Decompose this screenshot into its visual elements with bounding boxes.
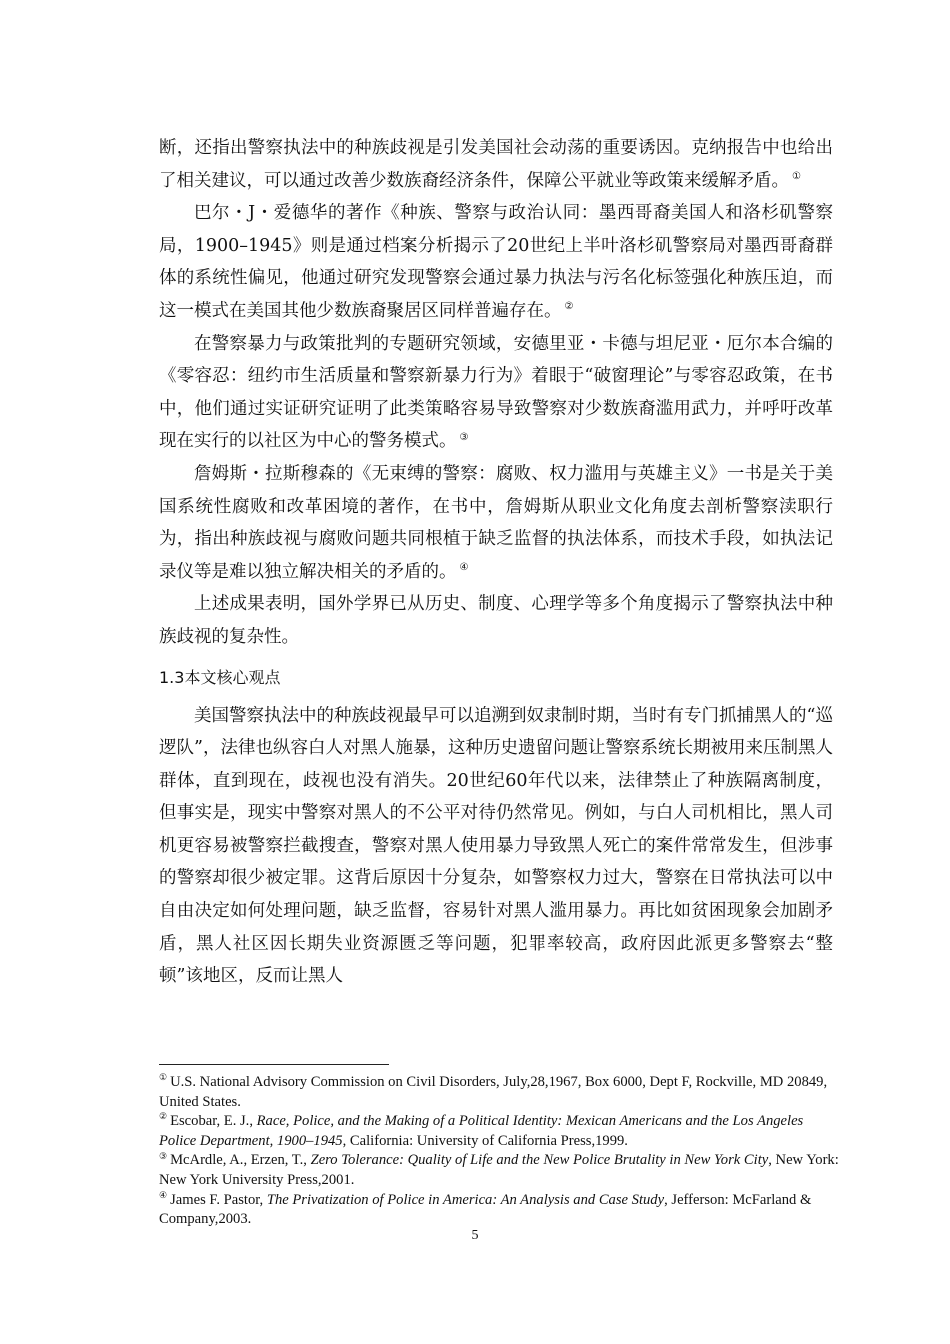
footnote-ref: ④ <box>459 561 469 573</box>
paragraph: 在警察暴力与政策批判的专题研究领域，安德里亚・卡德与坦尼亚・厄尔本合编的《零容忍：纽约市生活质量和警察新暴力行为》着眼于“破窗理论”与零容忍政策，在书中，他们通过实证研究证明了此类策略容易导致警察对少数族裔滥用武力，并呼吁改革现在实行的以社区为中心的警务模式。 ③ <box>159 333 833 452</box>
footnote: ④ James F. Pastor, The Privatization of Police in America: An Analysis and Case Study, Jefferson: McFarland & Company,2003. <box>159 1189 812 1228</box>
section-heading: 1.3本文核心观点 <box>159 667 281 687</box>
footnote-ref: ② <box>564 301 574 313</box>
paragraph: 断，还指出警察执法中的种族歧视是引发美国社会动荡的重要诱因。克纳报告中也给出了相关建议，可以通过改善少数族裔经济条件，保障公平就业等政策来缓解矛盾。 ① <box>159 138 833 191</box>
page-number: 5 <box>471 1228 479 1243</box>
paragraph: 詹姆斯・拉斯穆森的《无束缚的警察：腐败、权力滥用与英雄主义》一书是关于美国系统性腐败和改革困境的著作，在书中，詹姆斯从职业文化角度去剖析警察渎职行为，指出种族歧视与腐败问题共同根植于缺乏监督的执法体系，而技术手段，如执法记录仪等是难以独立解决相关的矛盾的。 ④ <box>159 463 833 582</box>
footnote-ref: ③ <box>459 431 469 443</box>
footnote: ① U.S. National Advisory Commission on Civil Disorders, July,28,1967, Box 6000, Dept F, Rockville, MD 20849, United States. <box>159 1072 828 1110</box>
paragraph: 美国警察执法中的种族歧视最早可以追溯到奴隶制时期，当时有专门抓捕黑人的“巡逻队”，法律也纵容白人对黑人施暴，这种历史遗留问题让警察系统长期被用来压制黑人群体，直到现在，歧视也没有消失。20世纪60年代以来，法律禁止了种族隔离制度，但事实是，现实中警察对黑人的不公平对待仍然常见。例如，与白人司机相比，黑人司机更容易被警察拦截搜查，警察对黑人使用暴力导致黑人死亡的案件常常发生，但涉事的警察却很少被定罪。这背后原因十分复杂，如警察权力过大，警察在日常执法可以中自由决定如何处理问题，缺乏监督，容易针对黑人滥用暴力。再比如贫困现象会加剧矛盾，黑人社区因长期失业资源匮乏等问题，犯罪率较高，政府因此派更多警察去“整顿”该地区，反而让黑人 <box>159 705 833 987</box>
body-text <box>159 132 833 993</box>
footnote-divider <box>159 1064 389 1065</box>
footnote: ③ McArdle, A., Erzen, T., Zero Tolerance: Quality of Life and the New Police Brutality in New York City, New York: New York University Press,2001. <box>159 1150 839 1188</box>
footnotes <box>159 1073 839 1230</box>
paragraph: 上述成果表明，国外学界已从历史、制度、心理学等多个角度揭示了警察执法中种族歧视的复杂性。 <box>159 594 833 647</box>
footnote-ref: ① <box>792 170 801 182</box>
paragraph: 巴尔・J・爱德华的著作《种族、警察与政治认同：墨西哥裔美国人和洛杉矶警察局，1900–1945》则是通过档案分析揭示了20世纪上半叶洛杉矶警察局对墨西哥裔群体的系统性偏见，他通过研究发现警察会通过暴力执法与污名化标签强化种族压迫，而这一模式在美国其他少数族裔聚居区同样普遍存在。 ② <box>159 203 833 321</box>
footnote: ② Escobar, E. J., Race, Police, and the Making of a Political Identity: Mexican Americans and the Los Angeles Police Department, 1900–1945, California: University of California Press,1999. <box>159 1111 804 1149</box>
